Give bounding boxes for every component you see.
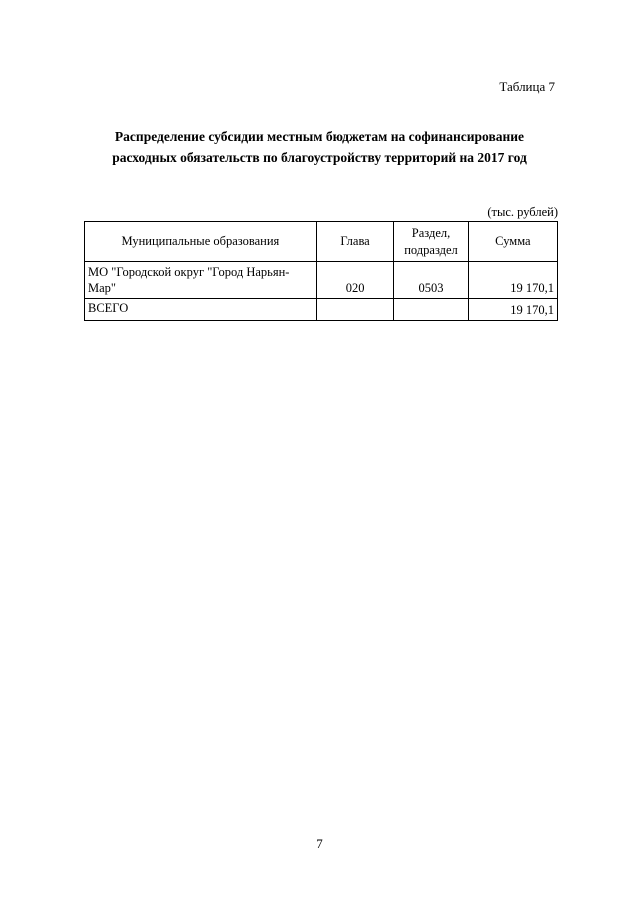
municipality-line-2: Мар": [88, 281, 117, 295]
total-row: [85, 299, 558, 321]
cell-section: 0503: [394, 262, 468, 299]
cell-amount: 19 170,1: [468, 262, 557, 299]
units-label: (тыс. рублей): [487, 205, 558, 219]
page-number: 7: [316, 836, 323, 851]
table-header-row: [85, 222, 558, 262]
document-title: [60, 126, 579, 168]
header-section: [394, 222, 468, 262]
cell-municipality: [85, 262, 317, 299]
total-chapter-empty: [316, 299, 393, 321]
header-amount: Сумма: [468, 222, 557, 262]
header-section-line-1: Раздел,: [411, 225, 451, 240]
table-row: [85, 262, 558, 299]
cell-chapter: 020: [316, 262, 393, 299]
total-label: ВСЕГО: [85, 299, 317, 321]
subsidy-table: [84, 221, 558, 321]
title-line-1: Распределение субсидии местным бюджетам на софинансирование: [114, 129, 525, 144]
header-chapter: Глава: [316, 222, 393, 262]
header-section-line-2: подраздел: [404, 242, 458, 257]
table-label: Таблица 7: [499, 79, 555, 94]
header-municipality: Муниципальные образования: [85, 222, 317, 262]
title-line-2: расходных обязательств по благоустройству территорий на 2017 год: [112, 150, 527, 165]
municipality-line-1: МО "Городской округ "Город Нарьян-: [88, 265, 290, 279]
total-amount: 19 170,1: [468, 299, 557, 321]
total-section-empty: [394, 299, 468, 321]
